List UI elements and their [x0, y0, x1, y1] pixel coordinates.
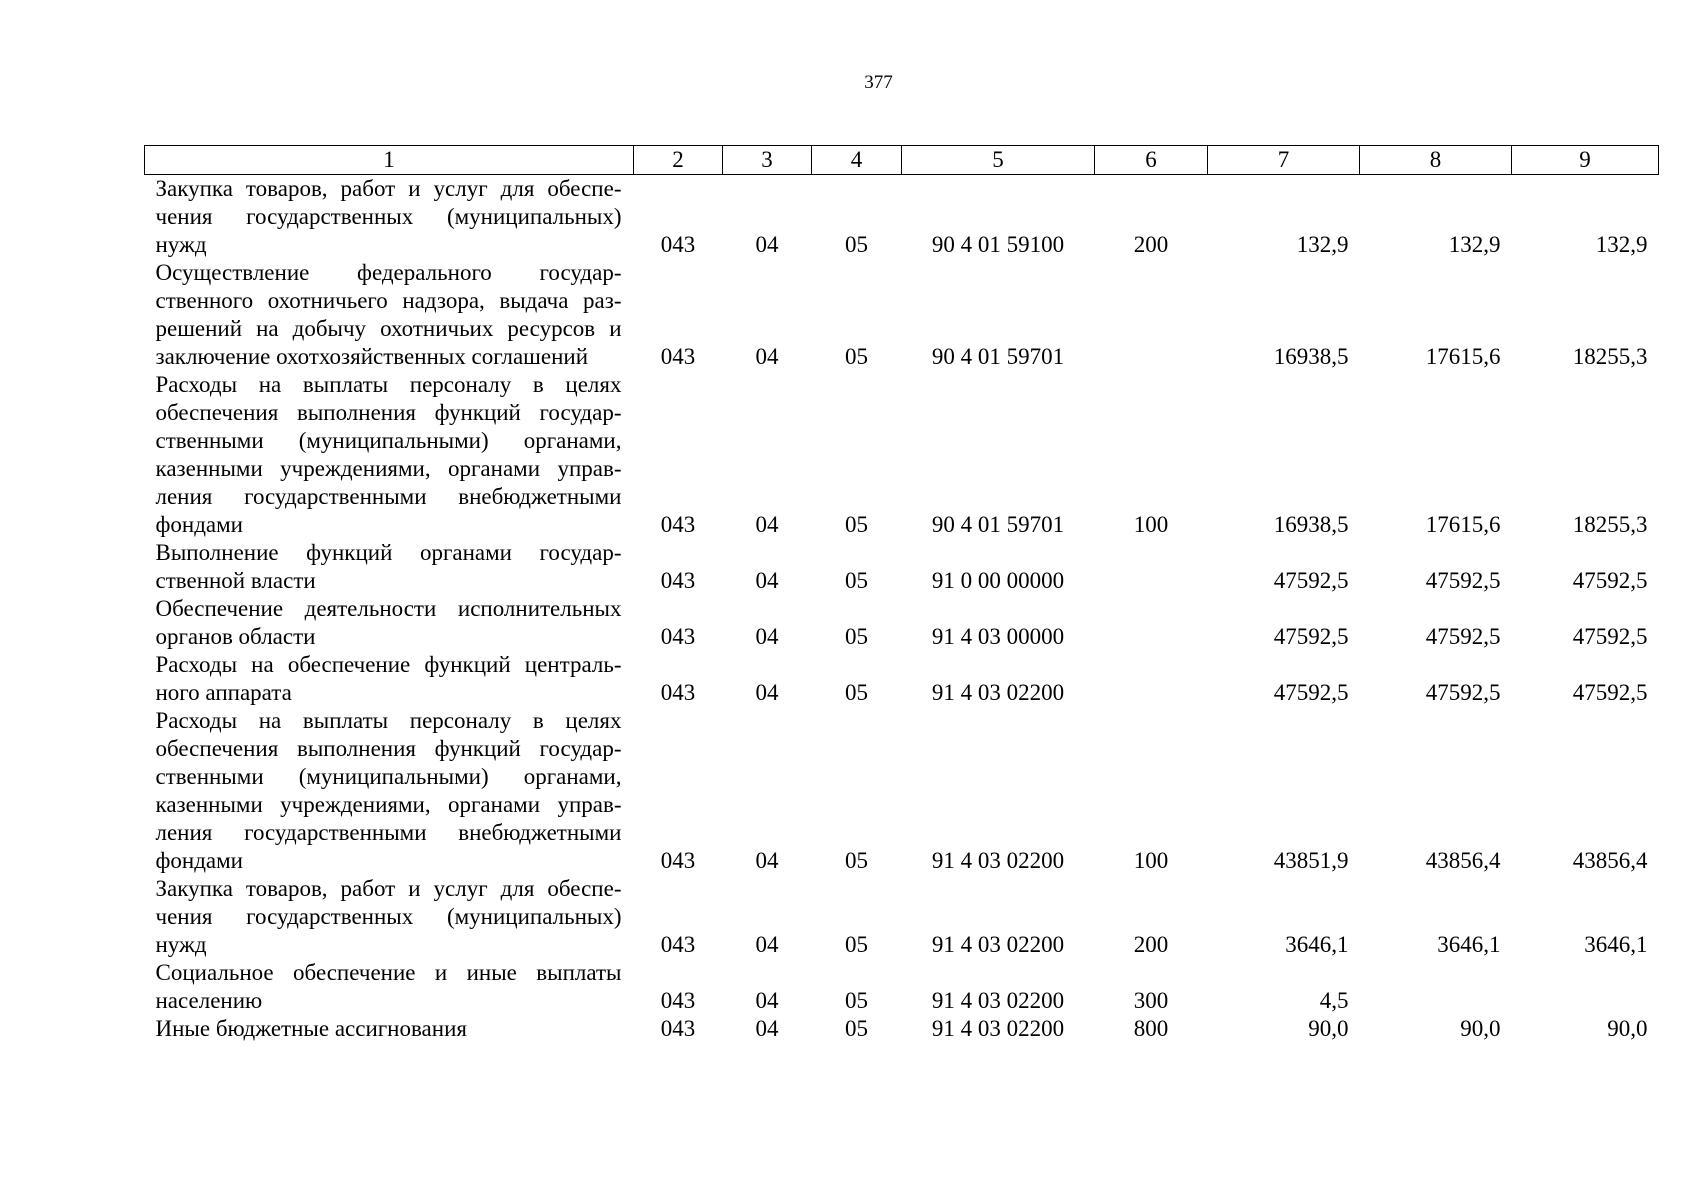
cell-amount-3: 47592,5 — [1572, 624, 1648, 649]
cell-amount-1: 16938,5 — [1273, 512, 1349, 537]
row-name: Расходы на обеспечение функций центрального аппарата — [155, 652, 622, 705]
cell-vr: 100 — [1133, 512, 1169, 537]
cell-rz: 04 — [755, 344, 779, 369]
row-name: Осуществление федерального государственного охотничьего надзора, выдача разрешений на добычу охотничьих ресурсов и заключение охотхозяйственных соглашений — [155, 260, 622, 369]
cell-amount-2: 47592,5 — [1425, 624, 1501, 649]
cell-amount-1: 16938,5 — [1273, 344, 1349, 369]
cell-vr — [1095, 595, 1208, 651]
cell-rz: 04 — [755, 232, 779, 257]
cell-amount-1: 47592,5 — [1273, 624, 1349, 649]
cell-amount-2: 47592,5 — [1425, 680, 1501, 705]
row-name: Расходы на выплаты персоналу в целях обеспечения выполнения функций государственными (муниципальными) органами, казенными учреждениями, органами управления государственными внебюджетными фондами — [155, 372, 622, 537]
column-header: 1 — [145, 146, 634, 175]
cell-amount-2: 90,0 — [1460, 1016, 1501, 1041]
row-name: Обеспечение деятельности исполнительных органов области — [155, 596, 622, 649]
cell-amount-3: 18255,3 — [1572, 344, 1648, 369]
column-header: 5 — [902, 146, 1095, 175]
cell-rz: 04 — [755, 848, 779, 873]
column-header: 9 — [1512, 146, 1659, 175]
cell-csr: 91 4 03 02200 — [931, 932, 1065, 957]
cell-amount-2: 47592,5 — [1425, 568, 1501, 593]
cell-amount-3: 90,0 — [1607, 1016, 1648, 1041]
cell-amount-2 — [1360, 959, 1512, 1015]
cell-pr: 05 — [845, 988, 868, 1013]
cell-amount-3: 43856,4 — [1572, 848, 1648, 873]
cell-pr: 05 — [845, 512, 868, 537]
cell-rz: 04 — [755, 512, 779, 537]
cell-amount-3: 3646,1 — [1584, 932, 1648, 957]
cell-csr: 91 4 03 02200 — [931, 988, 1065, 1013]
cell-vr — [1095, 651, 1208, 707]
cell-amount-3: 132,9 — [1595, 232, 1648, 257]
cell-amount-1: 47592,5 — [1273, 680, 1349, 705]
cell-pr: 05 — [845, 1016, 868, 1041]
column-header: 4 — [812, 146, 902, 175]
cell-vr: 100 — [1133, 848, 1169, 873]
cell-csr: 90 4 01 59701 — [931, 344, 1065, 369]
cell-pr: 05 — [845, 624, 868, 649]
row-name: Выполнение функций органами государственной власти — [155, 540, 622, 593]
cell-rz: 04 — [755, 624, 779, 649]
cell-gr: 043 — [660, 344, 696, 369]
cell-pr: 05 — [845, 568, 868, 593]
table-row — [145, 707, 1659, 875]
column-header: 8 — [1360, 146, 1512, 175]
column-header: 3 — [723, 146, 812, 175]
table-row — [145, 651, 1659, 707]
column-header: 7 — [1208, 146, 1360, 175]
cell-pr: 05 — [845, 848, 868, 873]
cell-amount-3: 18255,3 — [1572, 512, 1648, 537]
cell-amount-1: 132,9 — [1296, 232, 1349, 257]
row-name: Закупка товаров, работ и услуг для обеспечения государственных (муниципальных) нужд — [155, 176, 622, 257]
cell-gr: 043 — [660, 568, 696, 593]
cell-amount-1: 4,5 — [1319, 988, 1349, 1013]
cell-amount-2: 43856,4 — [1425, 848, 1501, 873]
table-row — [145, 259, 1659, 371]
cell-csr: 91 4 03 00000 — [931, 624, 1065, 649]
table-row — [145, 1015, 1659, 1043]
cell-amount-3 — [1512, 959, 1659, 1015]
cell-amount-2: 132,9 — [1448, 232, 1501, 257]
cell-csr: 91 4 03 02200 — [931, 680, 1065, 705]
cell-rz: 04 — [755, 988, 779, 1013]
cell-csr: 91 4 03 02200 — [931, 1016, 1065, 1041]
cell-pr: 05 — [845, 932, 868, 957]
table-row — [145, 539, 1659, 595]
cell-vr: 300 — [1133, 988, 1169, 1013]
cell-rz: 04 — [755, 680, 779, 705]
column-header: 2 — [634, 146, 723, 175]
cell-gr: 043 — [660, 932, 696, 957]
table-row — [145, 959, 1659, 1015]
row-name: Социальное обеспечение и иные выплаты населению — [155, 960, 622, 1013]
column-header: 6 — [1095, 146, 1208, 175]
cell-amount-1: 3646,1 — [1285, 932, 1349, 957]
cell-gr: 043 — [660, 624, 696, 649]
cell-pr: 05 — [845, 680, 868, 705]
cell-csr: 91 0 00 00000 — [931, 568, 1065, 593]
row-name: Расходы на выплаты персоналу в целях обеспечения выполнения функций государственными (муниципальными) органами, казенными учреждениями, органами управления государственными внебюджетными фондами — [155, 708, 622, 873]
cell-amount-2: 3646,1 — [1437, 932, 1501, 957]
table-row — [145, 175, 1659, 260]
cell-amount-1: 47592,5 — [1273, 568, 1349, 593]
table-row — [145, 371, 1659, 539]
table-row — [145, 875, 1659, 959]
cell-rz: 04 — [755, 1016, 779, 1041]
cell-pr: 05 — [845, 344, 868, 369]
cell-amount-1: 43851,9 — [1273, 848, 1349, 873]
cell-gr: 043 — [660, 232, 696, 257]
cell-csr: 90 4 01 59701 — [931, 512, 1065, 537]
cell-amount-1: 90,0 — [1308, 1016, 1349, 1041]
cell-pr: 05 — [845, 232, 868, 257]
cell-vr — [1095, 539, 1208, 595]
cell-gr: 043 — [660, 1016, 696, 1041]
table-row — [145, 595, 1659, 651]
cell-gr: 043 — [660, 512, 696, 537]
cell-amount-3: 47592,5 — [1572, 568, 1648, 593]
cell-rz: 04 — [755, 932, 779, 957]
cell-vr: 800 — [1133, 1016, 1169, 1041]
page-number: 377 — [864, 72, 893, 93]
cell-rz: 04 — [755, 568, 779, 593]
cell-amount-2: 17615,6 — [1425, 512, 1501, 537]
cell-vr: 200 — [1133, 232, 1169, 257]
cell-amount-2: 17615,6 — [1425, 344, 1501, 369]
cell-csr: 90 4 01 59100 — [931, 232, 1065, 257]
cell-amount-3: 47592,5 — [1572, 680, 1648, 705]
cell-vr: 200 — [1133, 932, 1169, 957]
header-row — [145, 146, 1659, 175]
budget-table — [144, 145, 1659, 1043]
cell-gr: 043 — [660, 680, 696, 705]
cell-gr: 043 — [660, 848, 696, 873]
row-name: Иные бюджетные ассигнования — [155, 1016, 467, 1041]
cell-gr: 043 — [660, 988, 696, 1013]
row-name: Закупка товаров, работ и услуг для обеспечения государственных (муниципальных) нужд — [155, 876, 622, 957]
cell-csr: 91 4 03 02200 — [931, 848, 1065, 873]
cell-vr — [1095, 259, 1208, 371]
